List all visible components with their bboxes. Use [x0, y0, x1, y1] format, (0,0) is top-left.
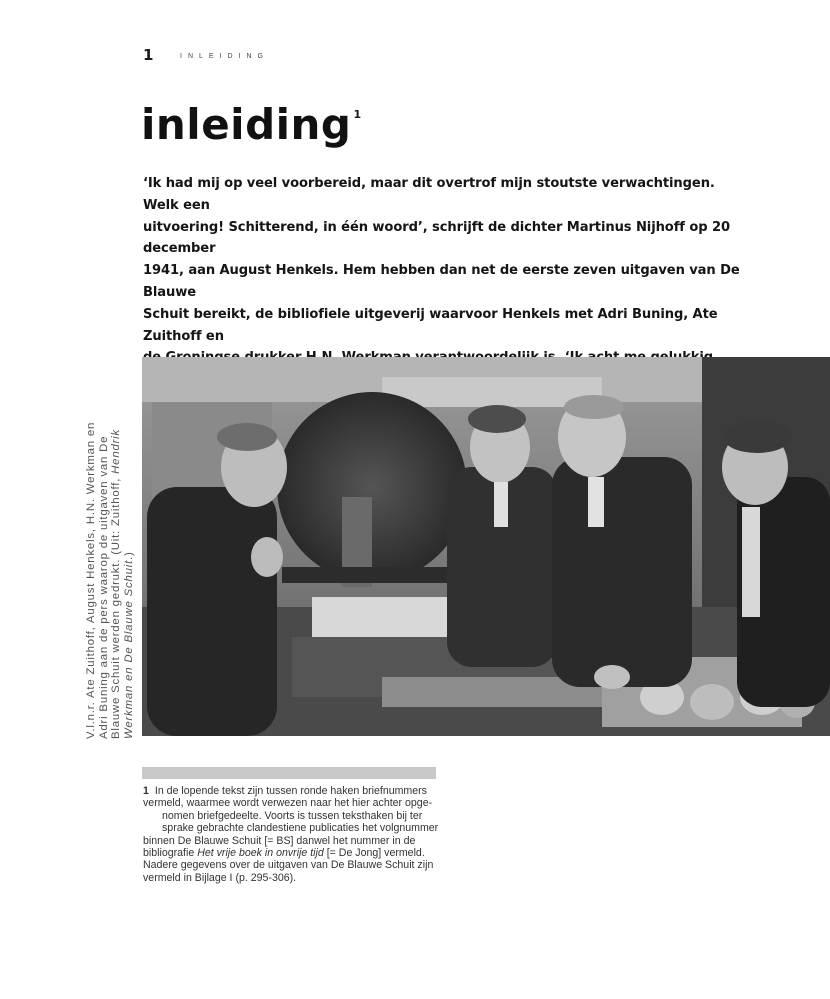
- caption-line: V.l.n.r. Ate Zuithoff, August Henkels, H.N. Werkman en: [85, 421, 97, 739]
- footnote-line: [= De Jong] vermeld.: [323, 847, 425, 860]
- photo-caption: [85, 359, 135, 739]
- footnote-number: 1: [143, 785, 149, 797]
- footnote-italic: Het vrije boek in onvrije tijd: [197, 847, 324, 860]
- intro-line: 1941, aan August Henkels. Hem hebben dan net de eerste zeven uitgaven van De Blauwe: [143, 263, 740, 300]
- intro-line: uitvoering! Schitterend, in één woord’, schrijft de dichter Martinus Nijhoff op 20 december: [143, 219, 731, 257]
- footnote-rule: [142, 767, 436, 779]
- footnote-line: bibliografie: [143, 847, 198, 860]
- footnote: [143, 785, 443, 884]
- intro-line: ‘Ik had mij op veel voorbereid, maar dit overtrof mijn stoutste verwachtingen. Welk een: [143, 176, 715, 213]
- running-head: INLEIDING: [180, 53, 270, 60]
- caption-line: Adri Buning aan de pers waarop de uitgaven van De: [97, 435, 110, 739]
- footnote-line: binnen De Blauwe Schuit [= BS] danwel het nummer in de: [143, 834, 416, 847]
- chapter-title-block: [141, 100, 361, 149]
- footnote-reference[interactable]: 1: [353, 108, 362, 121]
- footnote-line: In de lopende tekst zijn tussen ronde haken briefnummers: [154, 785, 427, 797]
- caption-italic: Werkman en De Blauwe Schuit: [122, 559, 135, 739]
- page-number: 1: [143, 46, 154, 64]
- footnote-line: vermeld, waarmee wordt verwezen naar het hier achter opge-: [143, 797, 433, 810]
- chapter-title: inleiding: [141, 100, 352, 149]
- caption-line: .): [122, 551, 135, 560]
- printing-press-photo: [142, 357, 830, 736]
- footnote-line: Nadere gegevens over de uitgaven van De Blauwe Schuit zijn: [143, 859, 434, 872]
- caption-italic: Hendrik: [110, 428, 123, 474]
- photo-illustration: [142, 357, 830, 736]
- footnote-line: nomen briefgedeelte. Voorts is tussen teksthaken bij ter: [162, 809, 423, 822]
- footnote-line: sprake gebrachte clandestiene publicaties het volgnummer: [162, 822, 439, 835]
- footnote-line: vermeld in Bijlage I (p. 295-306).: [143, 871, 297, 884]
- intro-line: Schuit bereikt, de bibliofiele uitgeverij waarvoor Henkels met Adri Buning, Ate Zuithoff en: [143, 306, 718, 344]
- caption-line: Blauwe Schuit werden gedrukt. (Uit: Zuithoff,: [110, 473, 123, 739]
